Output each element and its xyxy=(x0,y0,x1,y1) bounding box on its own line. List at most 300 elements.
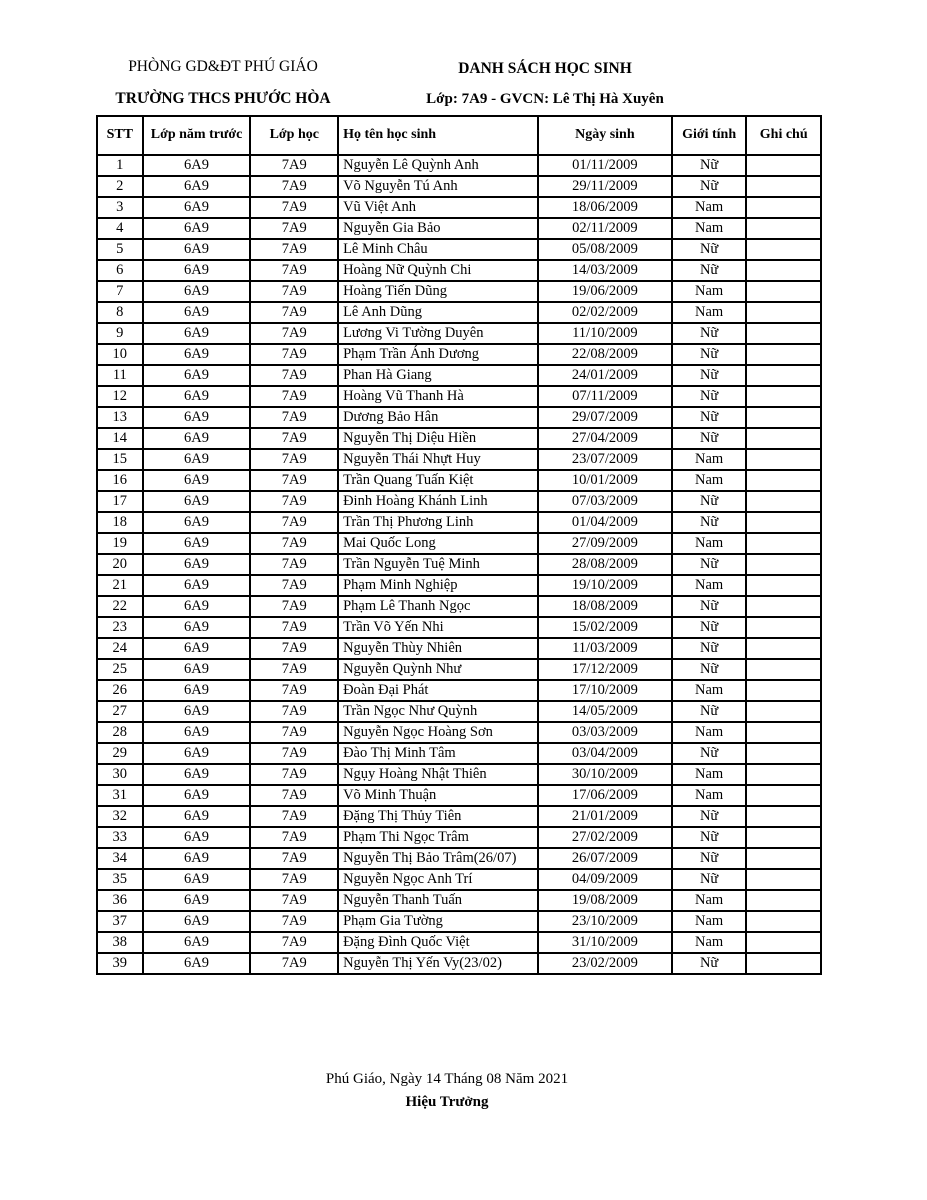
cell-note xyxy=(746,680,821,701)
cell-gender: Nam xyxy=(672,890,747,911)
cell-note xyxy=(746,218,821,239)
cell-current-class: 7A9 xyxy=(250,344,338,365)
cell-current-class: 7A9 xyxy=(250,722,338,743)
cell-dob: 28/08/2009 xyxy=(538,554,672,575)
cell-stt: 30 xyxy=(97,764,143,785)
cell-stt: 5 xyxy=(97,239,143,260)
cell-stt: 39 xyxy=(97,953,143,974)
cell-prev-class: 6A9 xyxy=(143,491,251,512)
cell-gender: Nam xyxy=(672,218,747,239)
cell-note xyxy=(746,197,821,218)
cell-prev-class: 6A9 xyxy=(143,638,251,659)
cell-stt: 7 xyxy=(97,281,143,302)
cell-gender: Nam xyxy=(672,785,747,806)
cell-student-name: Nguyễn Thị Diệu Hiền xyxy=(338,428,538,449)
cell-student-name: Nguyễn Thái Nhựt Huy xyxy=(338,449,538,470)
table-row xyxy=(97,176,821,197)
cell-stt: 15 xyxy=(97,449,143,470)
cell-prev-class: 6A9 xyxy=(143,302,251,323)
cell-current-class: 7A9 xyxy=(250,785,338,806)
department-name: PHÒNG GD&ĐT PHÚ GIÁO xyxy=(128,58,318,75)
cell-note xyxy=(746,449,821,470)
student-table xyxy=(96,115,822,975)
cell-note xyxy=(746,512,821,533)
cell-prev-class: 6A9 xyxy=(143,197,251,218)
cell-dob: 31/10/2009 xyxy=(538,932,672,953)
table-row xyxy=(97,680,821,701)
cell-prev-class: 6A9 xyxy=(143,764,251,785)
cell-prev-class: 6A9 xyxy=(143,449,251,470)
footer-date-line: Phú Giáo, Ngày 14 Tháng 08 Năm 2021 xyxy=(325,1071,569,1087)
cell-dob: 05/08/2009 xyxy=(538,239,672,260)
cell-gender: Nữ xyxy=(672,323,747,344)
cell-stt: 12 xyxy=(97,386,143,407)
cell-gender: Nữ xyxy=(672,596,747,617)
table-row xyxy=(97,491,821,512)
table-row xyxy=(97,638,821,659)
cell-prev-class: 6A9 xyxy=(143,260,251,281)
header-gender: Giới tính xyxy=(672,116,747,155)
table-row xyxy=(97,911,821,932)
cell-current-class: 7A9 xyxy=(250,197,338,218)
cell-stt: 36 xyxy=(97,890,143,911)
cell-gender: Nữ xyxy=(672,155,747,176)
cell-note xyxy=(746,386,821,407)
table-row xyxy=(97,470,821,491)
cell-current-class: 7A9 xyxy=(250,470,338,491)
cell-current-class: 7A9 xyxy=(250,218,338,239)
cell-prev-class: 6A9 xyxy=(143,911,251,932)
cell-note xyxy=(746,596,821,617)
cell-student-name: Nguyễn Thị Bảo Trâm(26/07) xyxy=(338,848,538,869)
cell-student-name: Phạm Minh Nghiệp xyxy=(338,575,538,596)
cell-prev-class: 6A9 xyxy=(143,533,251,554)
cell-prev-class: 6A9 xyxy=(143,869,251,890)
cell-stt: 6 xyxy=(97,260,143,281)
cell-gender: Nữ xyxy=(672,869,747,890)
cell-current-class: 7A9 xyxy=(250,932,338,953)
cell-current-class: 7A9 xyxy=(250,680,338,701)
cell-stt: 14 xyxy=(97,428,143,449)
cell-stt: 1 xyxy=(97,155,143,176)
cell-current-class: 7A9 xyxy=(250,428,338,449)
cell-note xyxy=(746,869,821,890)
cell-note xyxy=(746,575,821,596)
table-row xyxy=(97,617,821,638)
cell-student-name: Đặng Đình Quốc Việt xyxy=(338,932,538,953)
cell-student-name: Phan Hà Giang xyxy=(338,365,538,386)
cell-prev-class: 6A9 xyxy=(143,953,251,974)
cell-current-class: 7A9 xyxy=(250,743,338,764)
cell-note xyxy=(746,281,821,302)
school-name: TRƯỜNG THCS PHƯỚC HÒA xyxy=(115,90,331,107)
cell-dob: 03/04/2009 xyxy=(538,743,672,764)
cell-dob: 11/03/2009 xyxy=(538,638,672,659)
cell-current-class: 7A9 xyxy=(250,554,338,575)
cell-stt: 17 xyxy=(97,491,143,512)
cell-note xyxy=(746,428,821,449)
cell-gender: Nữ xyxy=(672,260,747,281)
cell-dob: 19/08/2009 xyxy=(538,890,672,911)
cell-dob: 18/06/2009 xyxy=(538,197,672,218)
cell-prev-class: 6A9 xyxy=(143,575,251,596)
cell-student-name: Trần Ngọc Như Quỳnh xyxy=(338,701,538,722)
cell-student-name: Võ Nguyễn Tú Anh xyxy=(338,176,538,197)
cell-note xyxy=(746,260,821,281)
cell-stt: 11 xyxy=(97,365,143,386)
cell-student-name: Trần Thị Phương Linh xyxy=(338,512,538,533)
cell-gender: Nam xyxy=(672,197,747,218)
class-teacher-line: Lớp: 7A9 - GVCN: Lê Thị Hà Xuyên xyxy=(426,91,664,107)
table-row xyxy=(97,449,821,470)
table-row xyxy=(97,197,821,218)
cell-dob: 07/03/2009 xyxy=(538,491,672,512)
cell-prev-class: 6A9 xyxy=(143,848,251,869)
cell-note xyxy=(746,365,821,386)
cell-stt: 23 xyxy=(97,617,143,638)
cell-stt: 28 xyxy=(97,722,143,743)
student-table-body xyxy=(97,155,821,974)
cell-student-name: Phạm Lê Thanh Ngọc xyxy=(338,596,538,617)
table-row xyxy=(97,722,821,743)
cell-stt: 4 xyxy=(97,218,143,239)
cell-current-class: 7A9 xyxy=(250,701,338,722)
cell-note xyxy=(746,554,821,575)
cell-gender: Nữ xyxy=(672,407,747,428)
cell-prev-class: 6A9 xyxy=(143,344,251,365)
cell-gender: Nam xyxy=(672,722,747,743)
cell-dob: 19/10/2009 xyxy=(538,575,672,596)
cell-stt: 34 xyxy=(97,848,143,869)
cell-gender: Nữ xyxy=(672,491,747,512)
cell-note xyxy=(746,659,821,680)
cell-current-class: 7A9 xyxy=(250,407,338,428)
cell-note xyxy=(746,617,821,638)
cell-gender: Nam xyxy=(672,302,747,323)
cell-gender: Nữ xyxy=(672,176,747,197)
cell-student-name: Trần Nguyễn Tuệ Minh xyxy=(338,554,538,575)
cell-note xyxy=(746,806,821,827)
cell-prev-class: 6A9 xyxy=(143,470,251,491)
cell-note xyxy=(746,470,821,491)
cell-dob: 10/01/2009 xyxy=(538,470,672,491)
cell-note xyxy=(746,743,821,764)
cell-prev-class: 6A9 xyxy=(143,155,251,176)
table-row xyxy=(97,239,821,260)
table-row xyxy=(97,218,821,239)
cell-note xyxy=(746,638,821,659)
cell-student-name: Đoàn Đại Phát xyxy=(338,680,538,701)
cell-prev-class: 6A9 xyxy=(143,785,251,806)
cell-student-name: Đào Thị Minh Tâm xyxy=(338,743,538,764)
cell-stt: 10 xyxy=(97,344,143,365)
table-row xyxy=(97,260,821,281)
cell-student-name: Nguyễn Lê Quỳnh Anh xyxy=(338,155,538,176)
cell-dob: 02/11/2009 xyxy=(538,218,672,239)
cell-dob: 07/11/2009 xyxy=(538,386,672,407)
cell-gender: Nữ xyxy=(672,617,747,638)
cell-stt: 24 xyxy=(97,638,143,659)
cell-prev-class: 6A9 xyxy=(143,743,251,764)
cell-student-name: Nguyễn Thùy Nhiên xyxy=(338,638,538,659)
cell-note xyxy=(746,890,821,911)
table-row xyxy=(97,344,821,365)
table-row xyxy=(97,155,821,176)
table-row xyxy=(97,785,821,806)
table-row xyxy=(97,659,821,680)
cell-dob: 19/06/2009 xyxy=(538,281,672,302)
footer-signer-title: Hiệu Trưởng xyxy=(405,1094,489,1110)
cell-prev-class: 6A9 xyxy=(143,176,251,197)
table-row xyxy=(97,953,821,974)
cell-current-class: 7A9 xyxy=(250,260,338,281)
cell-current-class: 7A9 xyxy=(250,596,338,617)
cell-dob: 17/06/2009 xyxy=(538,785,672,806)
cell-note xyxy=(746,239,821,260)
org-header xyxy=(92,58,354,108)
header-current-class: Lớp học xyxy=(250,116,338,155)
cell-prev-class: 6A9 xyxy=(143,617,251,638)
cell-student-name: Đinh Hoàng Khánh Linh xyxy=(338,491,538,512)
cell-student-name: Nguyễn Thị Yến Vy(23/02) xyxy=(338,953,538,974)
cell-student-name: Lê Anh Dũng xyxy=(338,302,538,323)
cell-stt: 35 xyxy=(97,869,143,890)
cell-current-class: 7A9 xyxy=(250,281,338,302)
cell-current-class: 7A9 xyxy=(250,239,338,260)
header-student-name: Họ tên học sinh xyxy=(338,116,538,155)
cell-dob: 17/12/2009 xyxy=(538,659,672,680)
cell-current-class: 7A9 xyxy=(250,848,338,869)
cell-dob: 01/11/2009 xyxy=(538,155,672,176)
cell-note xyxy=(746,785,821,806)
cell-dob: 02/02/2009 xyxy=(538,302,672,323)
cell-prev-class: 6A9 xyxy=(143,680,251,701)
cell-dob: 27/09/2009 xyxy=(538,533,672,554)
cell-note xyxy=(746,701,821,722)
cell-gender: Nữ xyxy=(672,512,747,533)
cell-gender: Nam xyxy=(672,281,747,302)
table-row xyxy=(97,407,821,428)
cell-stt: 21 xyxy=(97,575,143,596)
cell-student-name: Nguyễn Gia Bảo xyxy=(338,218,538,239)
cell-student-name: Võ Minh Thuận xyxy=(338,785,538,806)
cell-gender: Nam xyxy=(672,932,747,953)
cell-gender: Nam xyxy=(672,575,747,596)
cell-current-class: 7A9 xyxy=(250,617,338,638)
cell-student-name: Nguyễn Ngọc Anh Trí xyxy=(338,869,538,890)
cell-student-name: Lê Minh Châu xyxy=(338,239,538,260)
cell-gender: Nữ xyxy=(672,386,747,407)
cell-current-class: 7A9 xyxy=(250,827,338,848)
cell-prev-class: 6A9 xyxy=(143,827,251,848)
cell-gender: Nữ xyxy=(672,638,747,659)
cell-student-name: Hoàng Tiến Dũng xyxy=(338,281,538,302)
cell-student-name: Phạm Trần Ánh Dương xyxy=(338,344,538,365)
cell-dob: 01/04/2009 xyxy=(538,512,672,533)
table-row xyxy=(97,575,821,596)
cell-current-class: 7A9 xyxy=(250,869,338,890)
cell-stt: 29 xyxy=(97,743,143,764)
table-row xyxy=(97,932,821,953)
cell-student-name: Hoàng Vũ Thanh Hà xyxy=(338,386,538,407)
table-row xyxy=(97,764,821,785)
cell-note xyxy=(746,176,821,197)
cell-current-class: 7A9 xyxy=(250,449,338,470)
cell-stt: 37 xyxy=(97,911,143,932)
cell-gender: Nam xyxy=(672,449,747,470)
cell-current-class: 7A9 xyxy=(250,764,338,785)
cell-prev-class: 6A9 xyxy=(143,659,251,680)
cell-note xyxy=(746,911,821,932)
cell-student-name: Vũ Việt Anh xyxy=(338,197,538,218)
cell-gender: Nữ xyxy=(672,827,747,848)
cell-note xyxy=(746,722,821,743)
cell-student-name: Trần Võ Yến Nhi xyxy=(338,617,538,638)
cell-current-class: 7A9 xyxy=(250,890,338,911)
cell-gender: Nam xyxy=(672,680,747,701)
table-row xyxy=(97,365,821,386)
cell-dob: 04/09/2009 xyxy=(538,869,672,890)
cell-stt: 20 xyxy=(97,554,143,575)
cell-dob: 15/02/2009 xyxy=(538,617,672,638)
cell-dob: 30/10/2009 xyxy=(538,764,672,785)
table-row xyxy=(97,428,821,449)
cell-student-name: Phạm Thi Ngọc Trâm xyxy=(338,827,538,848)
cell-note xyxy=(746,953,821,974)
cell-stt: 8 xyxy=(97,302,143,323)
cell-student-name: Nguyễn Thanh Tuấn xyxy=(338,890,538,911)
cell-current-class: 7A9 xyxy=(250,155,338,176)
table-row xyxy=(97,323,821,344)
cell-note xyxy=(746,302,821,323)
title-header xyxy=(380,60,710,108)
cell-gender: Nữ xyxy=(672,953,747,974)
cell-student-name: Nguyễn Ngọc Hoàng Sơn xyxy=(338,722,538,743)
cell-note xyxy=(746,848,821,869)
cell-prev-class: 6A9 xyxy=(143,323,251,344)
cell-prev-class: 6A9 xyxy=(143,428,251,449)
cell-stt: 3 xyxy=(97,197,143,218)
cell-stt: 16 xyxy=(97,470,143,491)
header-note: Ghi chú xyxy=(746,116,821,155)
cell-gender: Nam xyxy=(672,764,747,785)
cell-dob: 27/04/2009 xyxy=(538,428,672,449)
cell-student-name: Nguyễn Quỳnh Như xyxy=(338,659,538,680)
table-row xyxy=(97,533,821,554)
table-row xyxy=(97,806,821,827)
cell-current-class: 7A9 xyxy=(250,386,338,407)
cell-current-class: 7A9 xyxy=(250,365,338,386)
cell-note xyxy=(746,764,821,785)
cell-dob: 23/10/2009 xyxy=(538,911,672,932)
cell-gender: Nữ xyxy=(672,743,747,764)
table-header-row xyxy=(97,116,821,155)
cell-gender: Nam xyxy=(672,533,747,554)
cell-dob: 21/01/2009 xyxy=(538,806,672,827)
table-row xyxy=(97,743,821,764)
table-row xyxy=(97,848,821,869)
cell-current-class: 7A9 xyxy=(250,911,338,932)
cell-dob: 14/05/2009 xyxy=(538,701,672,722)
cell-gender: Nam xyxy=(672,911,747,932)
cell-current-class: 7A9 xyxy=(250,659,338,680)
cell-stt: 2 xyxy=(97,176,143,197)
cell-student-name: Lương Vi Tường Duyên xyxy=(338,323,538,344)
cell-prev-class: 6A9 xyxy=(143,407,251,428)
cell-current-class: 7A9 xyxy=(250,176,338,197)
cell-note xyxy=(746,827,821,848)
cell-gender: Nữ xyxy=(672,848,747,869)
table-row xyxy=(97,869,821,890)
cell-stt: 19 xyxy=(97,533,143,554)
table-row xyxy=(97,890,821,911)
header-stt: STT xyxy=(97,116,143,155)
header-prev-class: Lớp năm trước xyxy=(143,116,251,155)
cell-current-class: 7A9 xyxy=(250,638,338,659)
cell-dob: 27/02/2009 xyxy=(538,827,672,848)
cell-gender: Nữ xyxy=(672,806,747,827)
cell-student-name: Đặng Thị Thủy Tiên xyxy=(338,806,538,827)
table-row xyxy=(97,701,821,722)
cell-dob: 11/10/2009 xyxy=(538,323,672,344)
cell-prev-class: 6A9 xyxy=(143,365,251,386)
cell-student-name: Ngụy Hoàng Nhật Thiên xyxy=(338,764,538,785)
cell-prev-class: 6A9 xyxy=(143,386,251,407)
cell-dob: 29/11/2009 xyxy=(538,176,672,197)
table-row xyxy=(97,281,821,302)
cell-prev-class: 6A9 xyxy=(143,239,251,260)
cell-gender: Nữ xyxy=(672,659,747,680)
table-row xyxy=(97,512,821,533)
cell-stt: 18 xyxy=(97,512,143,533)
cell-note xyxy=(746,533,821,554)
cell-student-name: Dương Bảo Hân xyxy=(338,407,538,428)
cell-note xyxy=(746,155,821,176)
document-footer xyxy=(96,1071,798,1111)
cell-gender: Nam xyxy=(672,470,747,491)
cell-note xyxy=(746,344,821,365)
cell-prev-class: 6A9 xyxy=(143,554,251,575)
cell-prev-class: 6A9 xyxy=(143,281,251,302)
cell-prev-class: 6A9 xyxy=(143,512,251,533)
document-title: DANH SÁCH HỌC SINH xyxy=(458,60,632,77)
cell-gender: Nữ xyxy=(672,365,747,386)
header-dob: Ngày sinh xyxy=(538,116,672,155)
cell-prev-class: 6A9 xyxy=(143,932,251,953)
cell-prev-class: 6A9 xyxy=(143,218,251,239)
cell-dob: 18/08/2009 xyxy=(538,596,672,617)
cell-current-class: 7A9 xyxy=(250,323,338,344)
cell-student-name: Trần Quang Tuấn Kiệt xyxy=(338,470,538,491)
cell-current-class: 7A9 xyxy=(250,533,338,554)
cell-prev-class: 6A9 xyxy=(143,596,251,617)
table-row xyxy=(97,596,821,617)
cell-stt: 33 xyxy=(97,827,143,848)
cell-stt: 32 xyxy=(97,806,143,827)
cell-note xyxy=(746,491,821,512)
cell-stt: 13 xyxy=(97,407,143,428)
cell-gender: Nữ xyxy=(672,701,747,722)
cell-student-name: Phạm Gia Tường xyxy=(338,911,538,932)
cell-dob: 17/10/2009 xyxy=(538,680,672,701)
cell-current-class: 7A9 xyxy=(250,953,338,974)
cell-stt: 38 xyxy=(97,932,143,953)
cell-dob: 23/07/2009 xyxy=(538,449,672,470)
table-row xyxy=(97,554,821,575)
cell-dob: 03/03/2009 xyxy=(538,722,672,743)
cell-prev-class: 6A9 xyxy=(143,890,251,911)
cell-gender: Nữ xyxy=(672,428,747,449)
